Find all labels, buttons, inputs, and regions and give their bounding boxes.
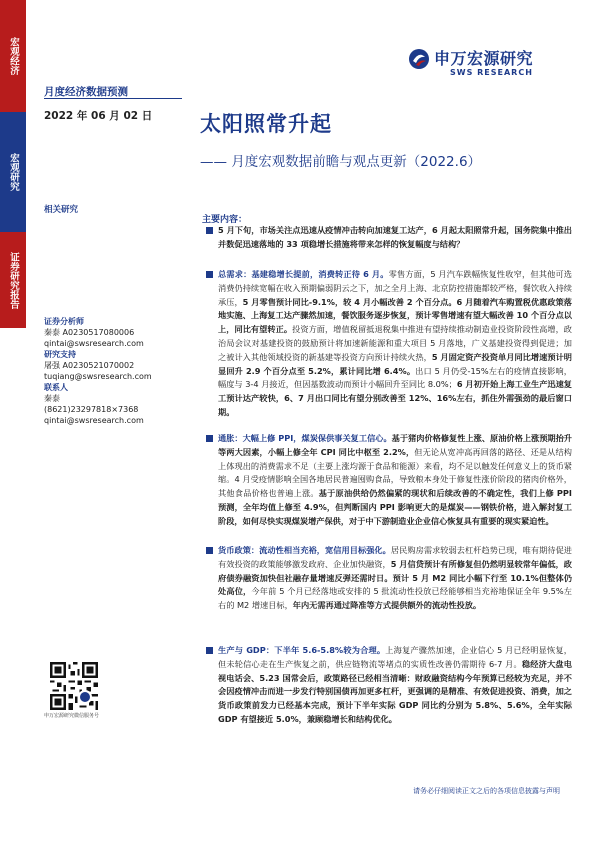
report-series: 月度经济数据预测	[44, 86, 128, 98]
sws-logo-icon	[408, 48, 430, 70]
sidebar-segment-securities-report: 证券研究报告	[0, 232, 26, 328]
inflation-text-1: 但无论从宽冲高再回落的路径、还是从结构上体现出的消费需求不足（主要上涨均源于食品和能源）来看，均不足以触发任何意义上的货币紧缩。4 月受疫情影响全国各地居民普遍囤购食品，导致粮本身处于修复性涨价阶段的猪肉价格外，其他食品价格也普遍上涨。	[218, 446, 572, 499]
monetary-bold-1: 5 月信贷预计有所修复但仍然明显较常年偏低，政府债券融资加快但社融存量增速反弹还需时日。预计 5 月 M2 同比小幅下行至 10.1%但整体仍处高位，	[218, 558, 572, 597]
related-research-label: 相关研究	[44, 205, 79, 215]
monetary-bold-2: 年内无需再通过降准等方式提供额外的流动性投放。	[292, 600, 482, 611]
footer-disclaimer: 请务必仔细阅读正文之后的各项信息披露与声明	[413, 787, 560, 795]
demand-bullet	[202, 268, 572, 432]
intro-text: 5 月下旬，市场关注点迅速从疫情冲击转向加速复工达产，6 月起太阳照常升起，国务院集中推出并数促迅速落地的 33 项稳增长措施将带来怎样的恢复幅度与结构？	[218, 225, 572, 249]
main-content	[202, 224, 572, 756]
gdp-text-1: 上海复产骤然加速，企业信心 5 月已经明显恢复，但未轮信心走在生产恢复之前，供应链物流等堵点的实质性改善仍需期待 6-7 月。	[218, 645, 572, 669]
qr-logo-badge	[78, 690, 92, 704]
gdp-bullet	[202, 644, 572, 756]
brand-name-en: SWS RESEARCH	[450, 68, 533, 77]
square-bullet-icon	[206, 271, 213, 278]
demand-text-3: 出口 5 月仍受-15%左右的疫情直接影响，幅度与 3-4 月接近，但因基数波动而预计小幅回升至同比 8.0%；	[218, 365, 572, 390]
brand-name-cn: 申万宏源研究	[434, 49, 534, 68]
demand-heading: 总需求：基建稳增长提前，消费转正待 6 月。	[218, 269, 389, 279]
demand-text-1: 零售方面，5 月汽车跌幅恢复性收窄，但其他可选消费仍持续宽幅在收入预期偏弱阴云之下，加之全月上海、北京防控措施都较严格，餐饮收入持续承压，	[218, 269, 573, 307]
qr-caption: 申万宏源研究微信服务号	[44, 713, 100, 719]
contact-phone: (8621)23297818×7368	[44, 405, 139, 414]
square-bullet-icon	[206, 435, 213, 442]
series-divider	[44, 98, 182, 99]
monetary-text-1: 居民购房需求较弱去杠杆趋势已现，唯有期待促进有效投资的政策能够激发政府、企业加快融资，	[218, 545, 572, 569]
monetary-text-2: 今年前 5 个月已经落地或安排的 5 批流动性投放已经能够相当充裕地保证全年 9.5%左右的 M2 增速目标，	[218, 586, 572, 611]
side-strip	[0, 0, 26, 842]
demand-text-2: 投资方面，增值税留抵退税集中推进有望持续推动制造业投资阶段性高增，政治局会议对基建投资的鼓励预计将加速新能源和重大项目 5 月落地，广义基建投资得到促进；加之被计入其他领域投资的新基建等投资方向预计持续火热，	[218, 324, 572, 362]
assistant-email[interactable]: tuqiang@swsresearch.com	[44, 372, 152, 381]
brand-logo	[408, 44, 568, 84]
inflation-bold-1: 基于猪肉价格修复性上涨、原油价格上涨预期抬升等两大因素，小幅上修全年 CPI 同比中枢至 2.2%，	[218, 433, 572, 457]
contact-email[interactable]: qintai@swsresearch.com	[44, 416, 144, 425]
contacts-block	[44, 316, 194, 426]
qr-code-icon	[50, 662, 98, 710]
square-bullet-icon	[206, 647, 213, 654]
gdp-heading: 生产与 GDP：下半年 5.6-5.8%较为合理。	[218, 645, 386, 655]
monetary-heading: 货币政策：流动性相当充裕，宽信用目标强化。	[218, 545, 391, 555]
demand-bold-1: 5 月零售预计同比-9.1%，较 4 月小幅改善 2 个百分点。6 月随着汽车购置税优惠政策落地实施、上海复工达产骤然加速，餐饮服务逐步恢复，预计零售增速有望大幅改善 10 个百分点以上，同比有望转正。	[218, 296, 572, 335]
report-subtitle: —— 月度宏观数据前瞻与观点更新（2022.6）	[200, 154, 482, 170]
sidebar-segment-macro-economy: 宏观经济	[0, 0, 26, 112]
intro-bullet	[202, 224, 572, 268]
sidebar-segment-macro-research: 宏观研究	[0, 112, 26, 232]
square-bullet-icon	[206, 227, 213, 234]
square-bullet-icon	[206, 547, 213, 554]
contact-name: 秦泰	[44, 394, 60, 403]
analyst-label: 证券分析师	[44, 317, 84, 326]
contact-label: 联系人	[44, 383, 68, 392]
report-title: 太阳照常升起	[200, 112, 332, 136]
analyst-email[interactable]: qintai@swsresearch.com	[44, 339, 144, 348]
assistant-line: 屠强 A0230521070002	[44, 361, 135, 370]
assistant-label: 研究支持	[44, 350, 76, 359]
main-content-heading: 主要内容：	[202, 215, 248, 225]
inflation-heading: 通胀：大幅上修 PPI，煤炭保供事关复工信心。	[218, 433, 392, 443]
inflation-bullet	[202, 432, 572, 544]
analyst-line: 秦泰 A0230517080006	[44, 328, 135, 337]
demand-bold-3: 6 月初开始上海工业生产迅速复工预计达产较快，6、7 月出口同比有望分别改善至 12%、16%左右，抓住外需强劲的最后窗口期。	[218, 379, 572, 417]
monetary-bullet	[202, 544, 572, 644]
gdp-bold-1: 稳经济大盘电视电话会、5.23 国常会后，政策路径已经相当清晰：财政融资结构今年预算已经较为充足，并不会因疫情冲击而进一步发行特别国债再加更多杠杆，更强调的是精准、有效促进投资、消费，加之货币政策前发力已经基本完成，预计下半年实际 GDP 同比约分别为 5.8%、5.6%，全年实际 GDP 有望接近 5.0%，兼顾稳增长和结构优化。	[218, 658, 572, 724]
demand-bold-2: 5 月固定资产投资单月同比增速预计明显回升 2.9 个百分点至 5.2%，累计同比增 6.4%。	[218, 351, 572, 376]
report-date: 2022 年 06 月 02 日	[44, 110, 153, 122]
inflation-bold-2: 基于原油供给仍然偏紧的现状和后续改善的不确定性，我们上修 PPI 预测，全年均值上修至 4.9%，但判断国内 PPI 影响更大的是煤炭——钢铁价格，进入解封复工阶段，如何尽快实现煤炭增产保供，对于中下游制造业企业信心恢复具有重要的现实紧迫性。	[218, 488, 572, 526]
